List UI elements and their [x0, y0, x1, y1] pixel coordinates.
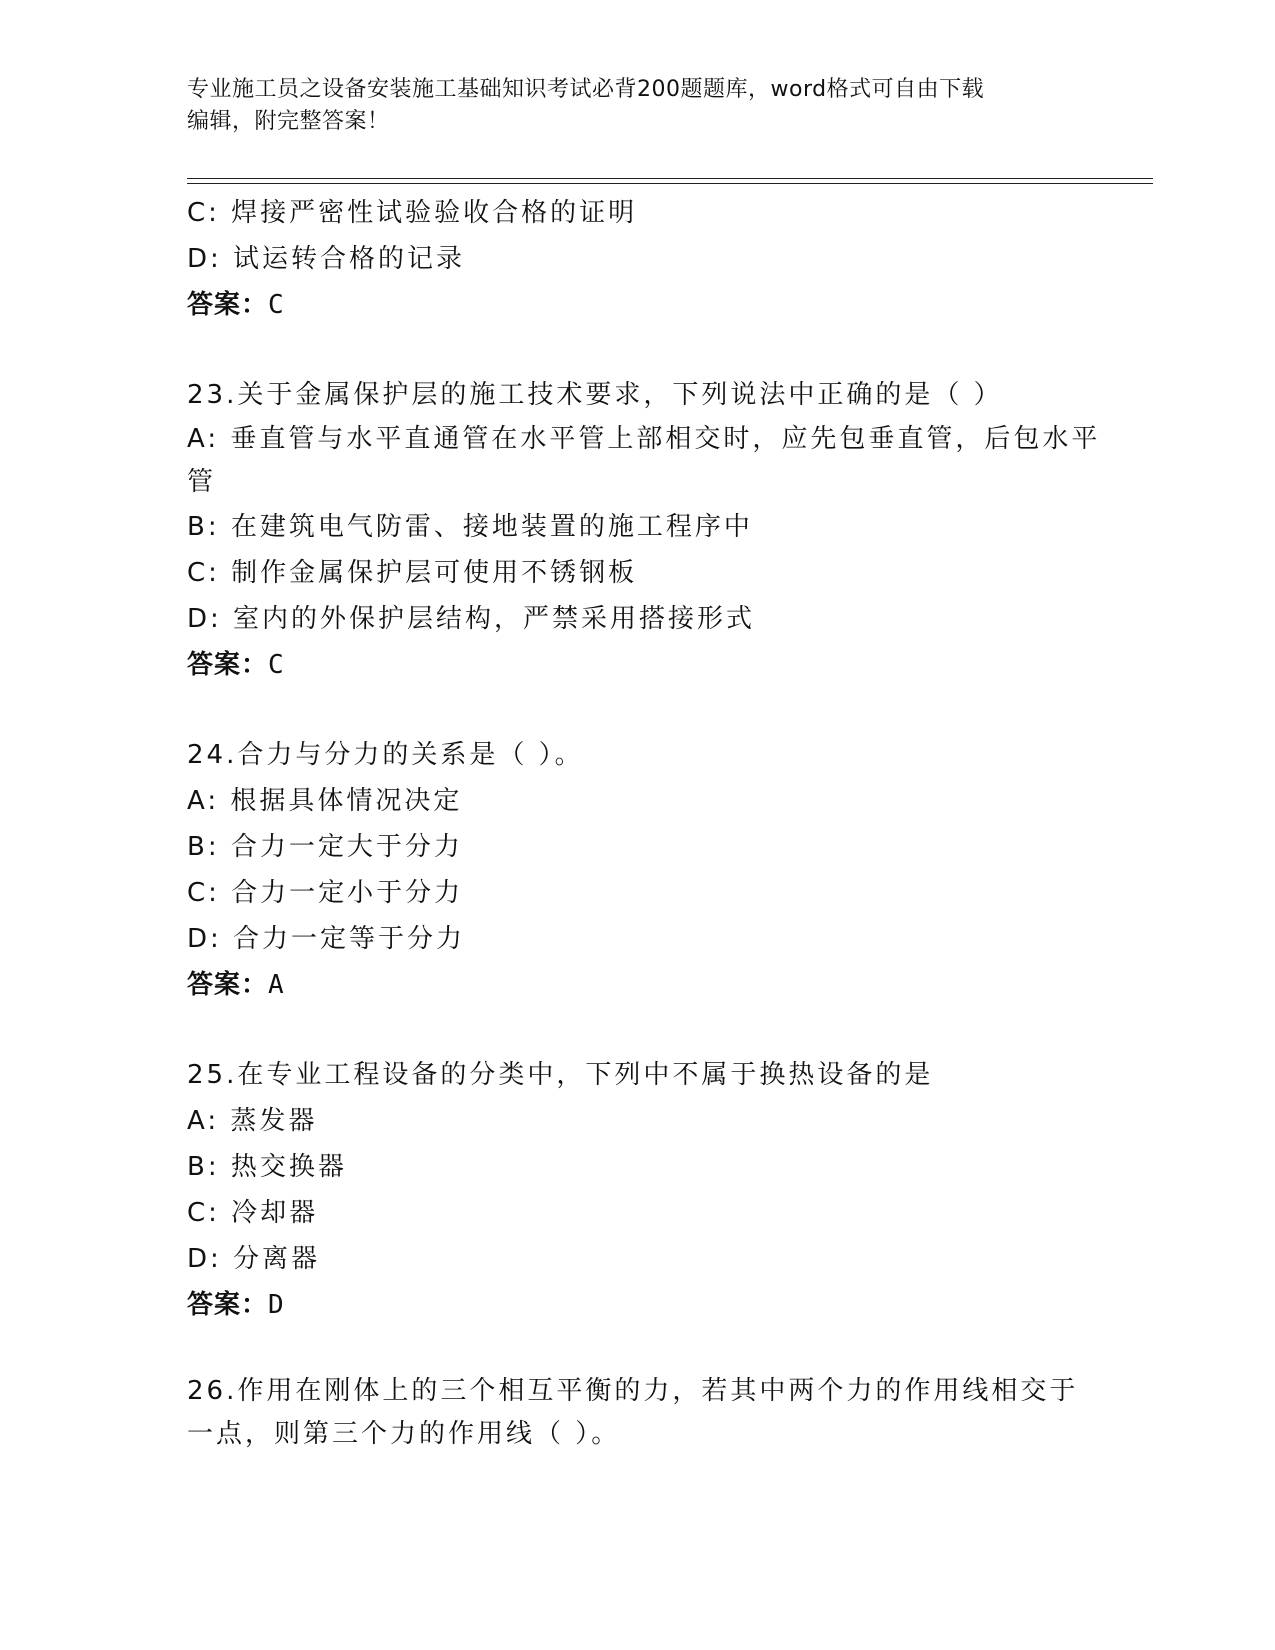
option-d: D: 合力一定等于分力 — [187, 924, 466, 954]
question-block-23 — [187, 372, 1107, 688]
option-c: C: 焊接严密性试验验收合格的证明 — [187, 198, 638, 228]
option-b: B: 热交换器 — [187, 1152, 347, 1182]
option-b: B: 在建筑电气防雷、接地装置的施工程序中 — [187, 512, 753, 542]
header-divider-top — [187, 178, 1153, 179]
option-c: C: 制作金属保护层可使用不锈钢板 — [187, 558, 638, 588]
question-stem: 26.作用在刚体上的三个相互平衡的力，若其中两个力的作用线相交于一点，则第三个力的作用线（ ）。 — [187, 1376, 1079, 1449]
header-line-2: 编辑，附完整答案！ — [187, 109, 390, 134]
answer-value: A — [268, 970, 285, 1000]
question-stem: 24.合力与分力的关系是（ ）。 — [187, 740, 584, 770]
option-c: C: 合力一定小于分力 — [187, 878, 464, 908]
answer-label: 答案： — [187, 290, 269, 320]
option-d: D: 试运转合格的记录 — [187, 244, 466, 274]
question-stem: 25.在专业工程设备的分类中，下列中不属于换热设备的是 — [187, 1060, 934, 1090]
document-header — [187, 74, 1087, 138]
answer-label: 答案： — [187, 970, 269, 1000]
option-d: D: 分离器 — [187, 1244, 321, 1274]
answer-label: 答案： — [187, 650, 269, 680]
option-b: B: 合力一定大于分力 — [187, 832, 463, 862]
answer-line — [187, 1282, 1107, 1328]
option-a: A: 蒸发器 — [187, 1106, 318, 1136]
answer-label: 答案： — [187, 1290, 269, 1320]
answer-line — [187, 282, 1107, 328]
question-stem: 23.关于金属保护层的施工技术要求，下列说法中正确的是（ ） — [187, 380, 1003, 410]
question-block-partial — [187, 190, 1107, 328]
answer-line — [187, 642, 1107, 688]
option-c: C: 冷却器 — [187, 1198, 319, 1228]
question-block-24 — [187, 732, 1107, 1008]
option-a: A: 垂直管与水平直通管在水平管上部相交时，应先包垂直管，后包水平管 — [187, 424, 1101, 497]
answer-value: C — [268, 650, 285, 680]
question-block-25 — [187, 1052, 1107, 1328]
question-list — [187, 190, 1107, 1456]
answer-line — [187, 962, 1107, 1008]
answer-value: D — [268, 1290, 285, 1320]
question-block-26 — [187, 1370, 1107, 1456]
option-d: D: 室内的外保护层结构，严禁采用搭接形式 — [187, 604, 756, 634]
header-line-1: 专业施工员之设备安装施工基础知识考试必背200题题库，word格式可自由下载 — [187, 77, 985, 102]
answer-value: C — [268, 290, 285, 320]
header-divider-bottom — [187, 183, 1153, 184]
option-a: A: 根据具体情况决定 — [187, 786, 463, 816]
